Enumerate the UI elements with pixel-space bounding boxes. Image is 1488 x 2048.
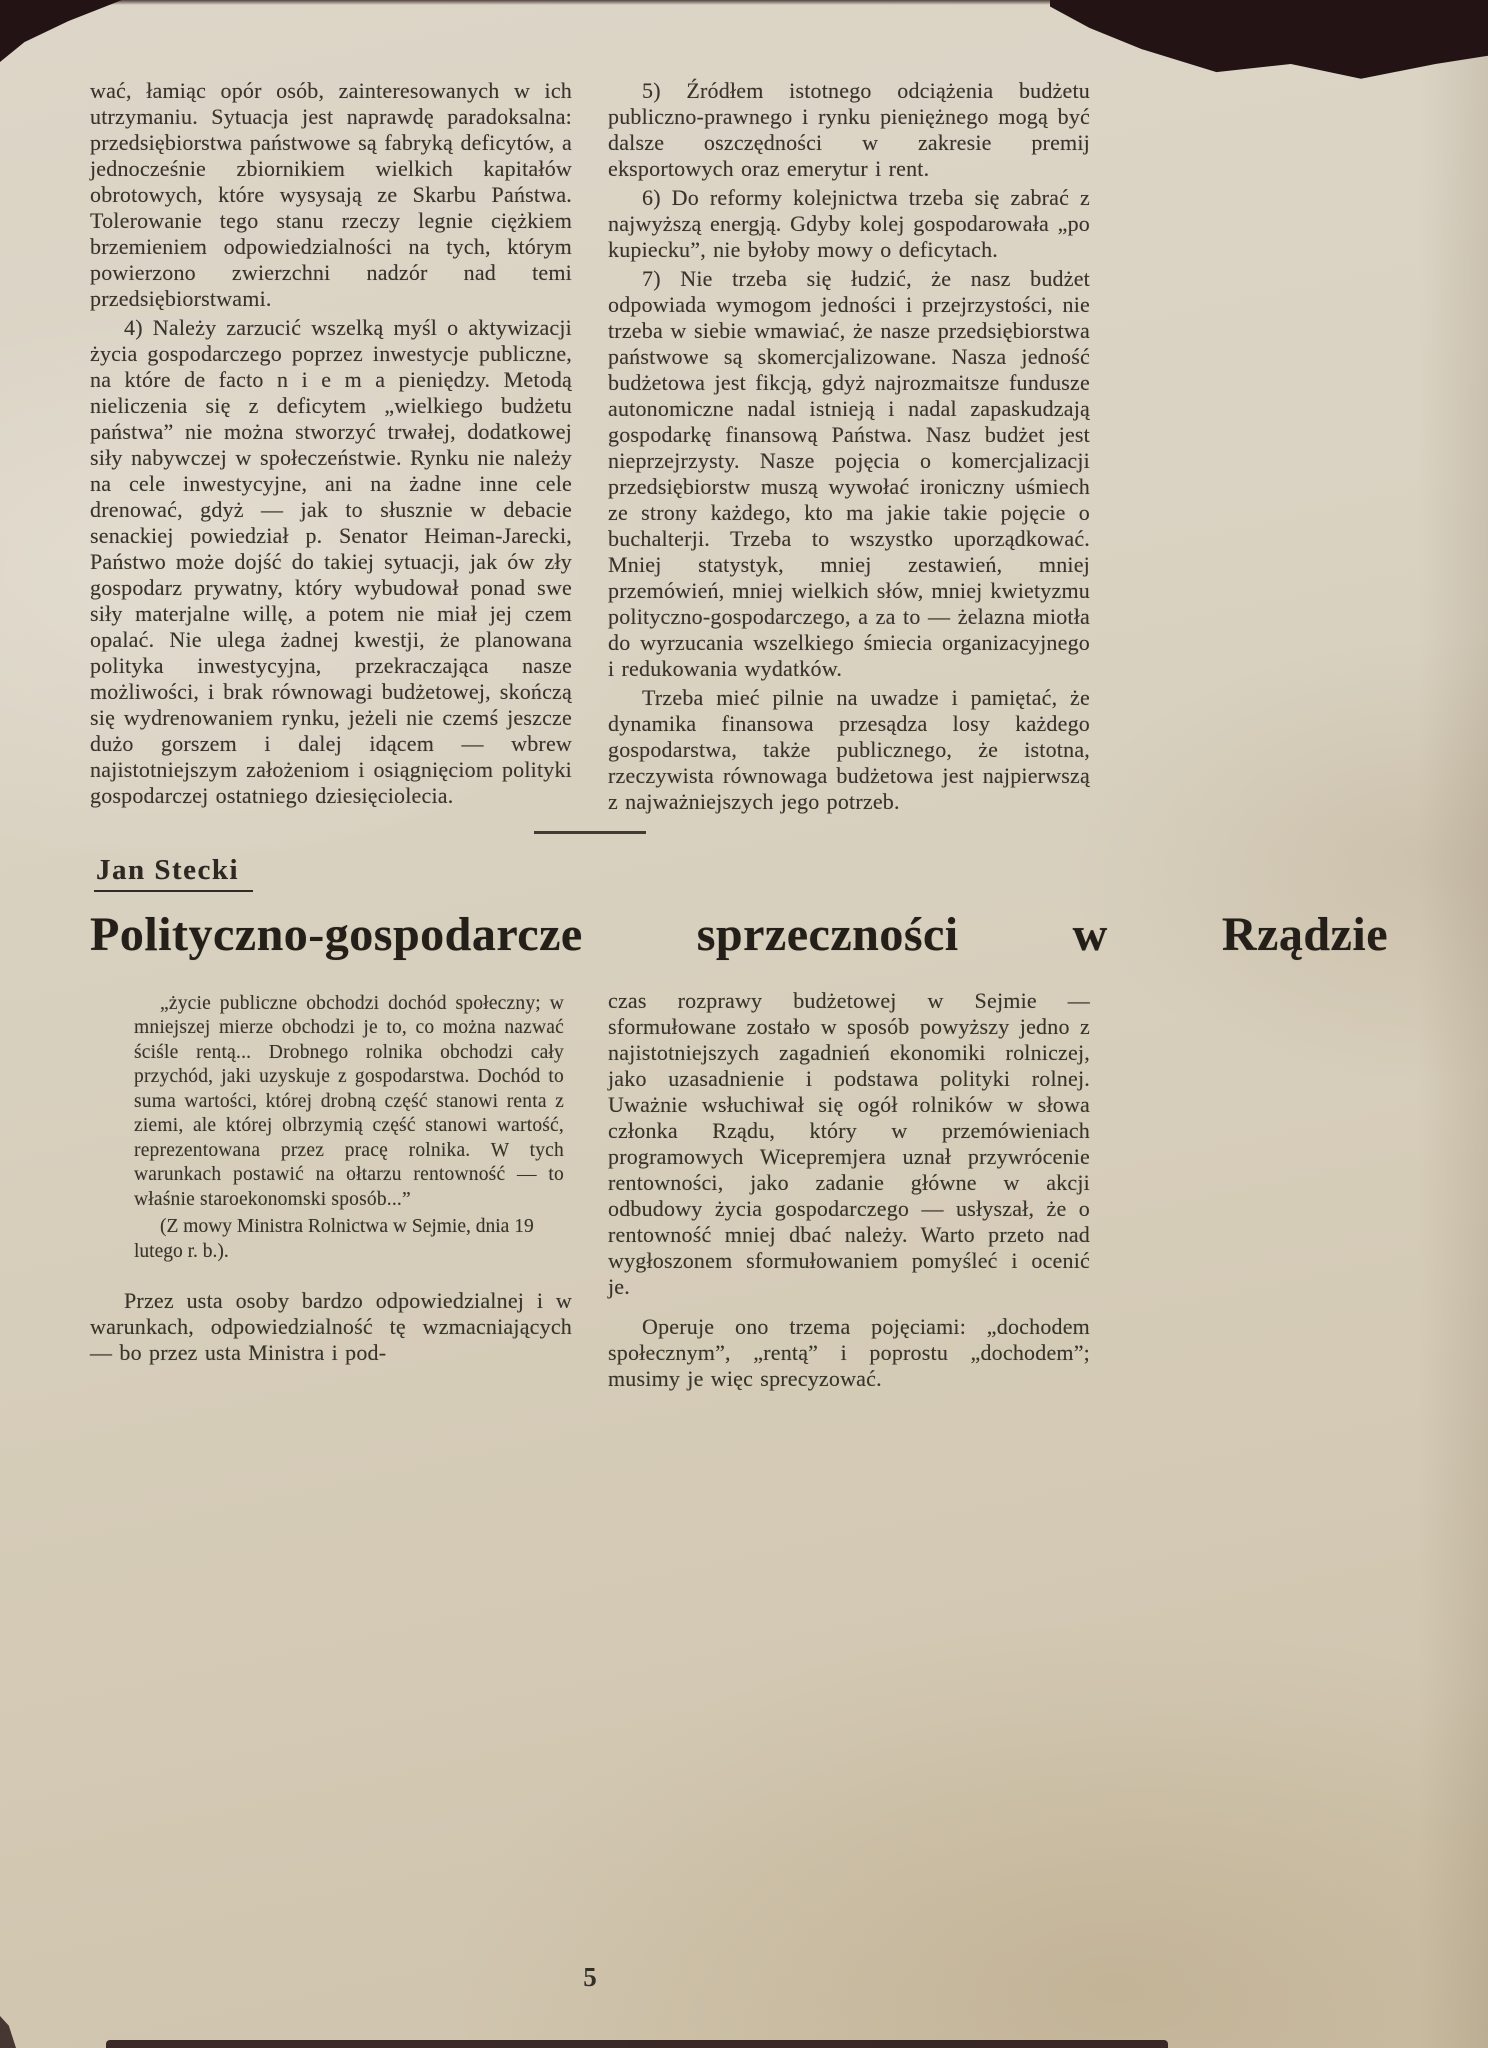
epigraph-attribution: (Z mowy Ministra Rolnictwa w Sejmie, dnia 19 lutego r. b.). — [134, 1216, 534, 1262]
page-curl-shadow — [1418, 0, 1488, 2048]
budget-left-column — [90, 78, 572, 815]
scan-dark-bottom-edge — [106, 2040, 1168, 2048]
page-number: 5 — [583, 1962, 597, 1992]
author-name: Jan Stecki — [94, 854, 253, 892]
scan-dark-corner-bottom-left — [0, 2016, 16, 2048]
article-budget-conclusions — [90, 78, 1090, 815]
stecki-right-column — [608, 988, 1090, 1392]
scan-dark-corner-top-left — [0, 0, 122, 62]
article-stecki-body — [90, 988, 1090, 1392]
stecki-left-column — [90, 988, 572, 1392]
article-title: Polityczno-gospodarcze sprzeczności w Rządzie — [90, 908, 1388, 961]
section-divider-rule — [534, 831, 646, 834]
paragraph-closing: Trzeba mieć pilnie na uwadze i pamiętać, że dynamika finansowa przesądza losy każdego gospodarstwa, także publicznego, że istotna, rzeczywista równowaga budżetowa jest najpierwszą z najważniejszych jego potrzeb. — [608, 685, 1090, 814]
paragraph: Przez usta osoby bardzo odpowiedzialnej i w warunkach, odpowiedzialność tę wzmacniających — bo przez usta Ministra i pod- — [90, 1288, 572, 1366]
paragraph-point-4: 4) Należy zarzucić wszelką myśl o aktywizacji życia gospodarczego poprzez inwestycje publiczne, na które de facto n i e m a pieniędzy. Metodą nieliczenia się z deficytem „wielkiego budżetu państwa” nie można stworzyć trwałej, dodatkowej siły nabywczej w społeczeństwie. Rynku nie należy na cele inwestycyjne, ani na żadne inne cele drenować, gdyż — jak to słusznie w debacie senackiej powiedział p. Senator Heiman-Jarecki, Państwo może dojść do takiej sytuacji, jak ów zły gospodarz prywatny, który wybudował ponad swe siły materjalne willę, a potem nie miał jej czem opalać. Nie ulega żadnej kwestji, że planowana polityka inwestycyjna, przekraczająca nasze możliwości, i brak równowagi budżetowej, skończą się wydrenowaniem rynku, jeżeli nie czemś jeszcze dużo gorszem i dalej idącem — wbrew najistotniejszym założeniom i osiągnięciom polityki gospodarczej ostatniego dziesięciolecia. — [90, 315, 572, 808]
paragraph: Operuje ono trzema pojęciami: „dochodem społecznym”, „rentą” i poprostu „dochodem”; musimy je więc sprecyzować. — [608, 1313, 1090, 1391]
page-content — [90, 78, 1388, 1392]
paragraph: wać, łamiąc opór osób, zainteresowanych w ich utrzymaniu. Sytuacja jest naprawdę paradoksalna: przedsiębiorstwa państwowe są fabryką deficytów, a jednocześnie zbiornikiem wielkich kapitałów obrotowych, które wysysają ze Skarbu Państwa. Tolerowanie tego stanu rzeczy legnie ciężkiem brzemieniem odpowiedzialności na tych, którym powierzono zwierzchni nadzór nad temi przedsiębiorstwami. — [90, 78, 572, 311]
budget-right-column — [608, 78, 1090, 815]
paragraph-point-7: 7) Nie trzeba się łudzić, że nasz budżet odpowiada wymogom jedności i przejrzystości, nie trzeba w siebie wmawiać, że nasze przedsiębiorstwa państwowe są skomercjalizowane. Nasza jedność budżetowa jest fikcją, gdyż najrozmaitsze fundusze autonomiczne nadal istnieją i nadal zapaskudzają gospodarkę finansową Państwa. Nasz budżet jest nieprzejrzysty. Nasze pojęcia o komercjalizacji przedsiębiorstw muszą wywołać ironiczny uśmiech ze strony każdego, kto ma jakie takie pojęcie o buchalterji. Trzeba to wszystko uporządkować. Mniej statystyk, mniej zestawień, mniej przemówień, mniej wielkich słów, mniej kwietyzmu polityczno-gospodarczego, a za to — żelazna miotła do wyrzucania wszelkiego śmiecia organizacyjnego i redukowania wydatków. — [608, 266, 1090, 681]
paragraph-point-5: 5) Źródłem istotnego odciążenia budżetu publiczno-prawnego i rynku pieniężnego mogą być dalsze oszczędności w zakresie premij eksportowych oraz emerytur i rent. — [608, 78, 1090, 181]
paragraph-point-6: 6) Do reformy kolejnictwa trzeba się zabrać z najwyższą energją. Gdyby kolej gospodarowała „po kupiecku”, nie byłoby mowy o deficytach. — [608, 185, 1090, 262]
epigraph-quote: „życie publiczne obchodzi dochód społeczny; w mniejszej mierze obchodzi je to, co można nazwać ściśle rentą... Drobnego rolnika obchodzi cały przychód, jaki uzyskuje z gospodarstwa. Dochód to suma wartości, której drobną część stanowi renta z ziemi, ale której olbrzymią część stanowi wartość, reprezentowana przez pracę rolnika. W tych warunkach postawić na ołtarzu rentowność — to właśnie staroekonomski sposób...” — [134, 992, 564, 1210]
paragraph-continuation: czas rozprawy budżetowej w Sejmie — sformułowane zostało w sposób powyższy jedno z najistotniejszych zagadnień ekonomiki rolniczej, jako uzasadnienie i podstawa polityki rolnej. Uważnie wsłuchiwał się ogół rolników w słowa członka Rządu, który w przemówieniach programowych Wicepremjera uznał przywrócenie rentowności, jako zadanie główne w akcji odbudowy życia gospodarczego — usłyszał, że o rentowność mniej dbać należy. Warto przeto nad wygłoszonem sformułowaniem pomyśleć i ocenić je. — [608, 987, 1090, 1299]
article-stecki-header — [90, 854, 1388, 962]
scan-dark-corner-top-right — [1050, 0, 1488, 82]
scan-dark-top-edge — [110, 0, 1060, 5]
